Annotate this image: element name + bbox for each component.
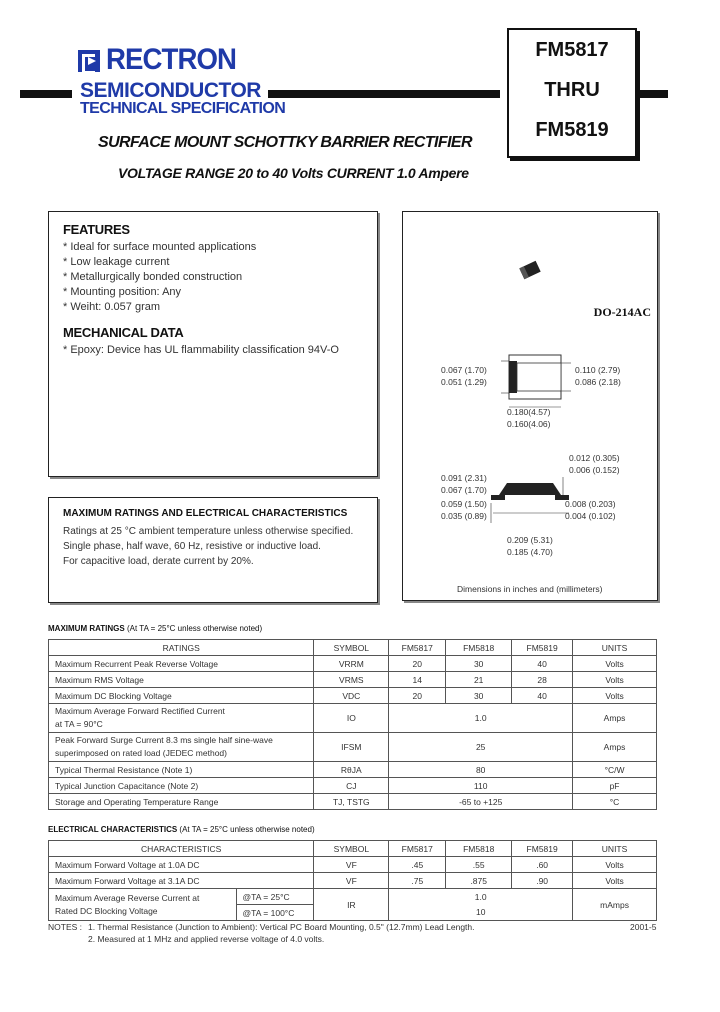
dim-label: 0.006 (0.152)	[569, 465, 620, 475]
brand-line1: SEMICONDUCTOR	[80, 79, 261, 102]
table-cell: Maximum Forward Voltage at 1.0A DC	[49, 857, 314, 873]
table-row	[49, 688, 657, 704]
table-cell: Volts	[573, 857, 657, 873]
cell-line: superimposed on rated load (JEDEC method)	[55, 748, 227, 758]
table-cell: Typical Junction Capacitance (Note 2)	[49, 778, 314, 794]
table-cell: VDC	[314, 688, 389, 704]
max-ratings-label: MAXIMUM RATINGS	[48, 624, 125, 633]
table-header: RATINGS	[49, 640, 314, 656]
table-cell	[49, 889, 237, 921]
dim-label: 0.051 (1.29)	[441, 377, 487, 387]
ratings-intro-heading: MAXIMUM RATINGS AND ELECTRICAL CHARACTERISTICS	[63, 508, 348, 519]
ratings-intro-line: Single phase, half wave, 60 Hz, resistive or inductive load.	[63, 541, 321, 552]
table-header: FM5817	[389, 640, 446, 656]
table-cell: 1.0	[389, 889, 573, 905]
table-header: FM5817	[389, 841, 446, 857]
dim-label: 0.035 (0.89)	[441, 511, 487, 521]
table-cell: .55	[446, 857, 512, 873]
table-header: FM5818	[446, 841, 512, 857]
table-header-row	[49, 841, 657, 857]
header-rule-right	[640, 90, 668, 98]
table-header: UNITS	[573, 841, 657, 857]
dimension-box	[402, 327, 658, 601]
table-cell: Amps	[573, 733, 657, 762]
dim-label: 0.004 (0.102)	[565, 511, 616, 521]
rectron-logo-icon	[78, 50, 100, 72]
dim-label: 0.209 (5.31)	[507, 535, 553, 545]
table-cell: 14	[389, 672, 446, 688]
features-heading: FEATURES	[63, 222, 130, 237]
table-row	[49, 794, 657, 810]
table-cell: VF	[314, 857, 389, 873]
features-box	[48, 211, 378, 477]
table-cell: pF	[573, 778, 657, 794]
max-ratings-condition: (At TA = 25°C unless otherwise noted)	[126, 624, 263, 633]
feature-item: * Weiht: 0.057 gram	[63, 301, 161, 313]
table-header: CHARACTERISTICS	[49, 841, 314, 857]
table-row	[49, 733, 657, 762]
dim-label: 0.110 (2.79)	[575, 365, 621, 375]
table-cell: Maximum RMS Voltage	[49, 672, 314, 688]
feature-item: * Mounting position: Any	[63, 286, 182, 298]
dim-label: 0.160(4.06)	[507, 419, 551, 429]
table-cell: 21	[446, 672, 512, 688]
table-header: FM5819	[512, 640, 573, 656]
elec-label: ELECTRICAL CHARACTERISTICS	[48, 825, 178, 834]
table-row	[49, 762, 657, 778]
table-cell: mAmps	[573, 889, 657, 921]
table-cell: IR	[314, 889, 389, 921]
table-cell: -65 to +125	[389, 794, 573, 810]
dim-label: 0.086 (2.18)	[575, 377, 621, 387]
package-label: DO-214AC	[593, 305, 651, 319]
table-cell: .90	[512, 873, 573, 889]
table-row	[49, 672, 657, 688]
cell-line: at TA = 90°C	[55, 719, 103, 729]
dim-label: 0.180(4.57)	[507, 407, 551, 417]
ratings-intro-line: For capacitive load, derate current by 20%.	[63, 556, 254, 567]
header-rule-middle	[268, 90, 500, 98]
table-cell: 1.0	[389, 704, 573, 733]
table-header: UNITS	[573, 640, 657, 656]
table-header-row	[49, 640, 657, 656]
table-cell	[49, 733, 314, 762]
table-cell: .60	[512, 857, 573, 873]
table-cell: 40	[512, 688, 573, 704]
table-cell: 25	[389, 733, 573, 762]
table-cell: IO	[314, 704, 389, 733]
max-ratings-table	[48, 639, 657, 810]
dim-label: 0.091 (2.31)	[441, 473, 487, 483]
table-cell: @TA = 25°C	[236, 889, 314, 905]
table-cell: 30	[446, 688, 512, 704]
dim-label: 0.185 (4.70)	[507, 547, 553, 557]
table-cell: 10	[389, 905, 573, 921]
elec-table	[48, 840, 657, 921]
document-code: 2001-5	[630, 922, 657, 932]
table-cell: Maximum Forward Voltage at 3.1A DC	[49, 873, 314, 889]
table-header: SYMBOL	[314, 841, 389, 857]
elec-condition: (At TA = 25°C unless otherwise noted)	[179, 825, 315, 834]
table-cell: RθJA	[314, 762, 389, 778]
max-ratings-title	[48, 624, 262, 633]
part-thru: THRU	[544, 79, 600, 101]
table-cell: Storage and Operating Temperature Range	[49, 794, 314, 810]
table-cell: 28	[512, 672, 573, 688]
table-row	[49, 889, 657, 905]
table-cell: °C/W	[573, 762, 657, 778]
dim-label: 0.059 (1.50)	[441, 499, 487, 509]
notes-label: NOTES :	[48, 922, 83, 932]
document-title: SURFACE MOUNT SCHOTTKY BARRIER RECTIFIER	[98, 134, 472, 151]
table-cell: .75	[389, 873, 446, 889]
table-row	[49, 873, 657, 889]
table-cell: 20	[389, 688, 446, 704]
package-box	[402, 211, 658, 329]
ratings-intro-line: Ratings at 25 °C ambient temperature unless otherwise specified.	[63, 526, 354, 537]
brand-line2: TECHNICAL SPECIFICATION	[80, 100, 286, 117]
table-cell: CJ	[314, 778, 389, 794]
dim-label: 0.067 (1.70)	[441, 485, 487, 495]
dim-label: 0.067 (1.70)	[441, 365, 487, 375]
table-row	[49, 656, 657, 672]
table-cell: Maximum Recurrent Peak Reverse Voltage	[49, 656, 314, 672]
table-header: FM5819	[512, 841, 573, 857]
table-cell: VRRM	[314, 656, 389, 672]
cell-line: Maximum Average Reverse Current at	[55, 892, 200, 903]
dimension-note: Dimensions in inches and (millimeters)	[457, 584, 603, 594]
feature-item: * Low leakage current	[63, 256, 170, 268]
table-cell: VRMS	[314, 672, 389, 688]
table-cell: @TA = 100°C	[236, 905, 314, 921]
table-cell: VF	[314, 873, 389, 889]
note-2: 2. Measured at 1 MHz and applied reverse voltage of 4.0 volts.	[88, 934, 325, 944]
table-cell: IFSM	[314, 733, 389, 762]
table-row	[49, 704, 657, 733]
table-header: FM5818	[446, 640, 512, 656]
part-last: FM5819	[535, 119, 609, 141]
table-cell: Volts	[573, 873, 657, 889]
note-1: 1. Thermal Resistance (Junction to Ambient): Vertical PC Board Mounting, 0.5" (12.7mm) Lead Length.	[88, 922, 475, 932]
part-number-box	[507, 28, 637, 158]
part-first: FM5817	[535, 39, 609, 61]
table-cell: .875	[446, 873, 512, 889]
table-cell: 20	[389, 656, 446, 672]
table-cell: 80	[389, 762, 573, 778]
cell-line: Peak Forward Surge Current 8.3 ms single half sine-wave	[55, 735, 273, 745]
elec-title	[48, 825, 315, 834]
ratings-intro-box	[48, 497, 378, 603]
brand-name: RECTRON	[106, 43, 237, 76]
table-cell: Amps	[573, 704, 657, 733]
table-cell: 40	[512, 656, 573, 672]
mechanical-heading: MECHANICAL DATA	[63, 325, 184, 340]
feature-item: * Ideal for surface mounted applications	[63, 241, 257, 253]
table-header: SYMBOL	[314, 640, 389, 656]
dim-label: 0.008 (0.203)	[565, 499, 616, 509]
table-cell: °C	[573, 794, 657, 810]
table-cell: Volts	[573, 656, 657, 672]
feature-item: * Metallurgically bonded construction	[63, 271, 243, 283]
table-cell: Volts	[573, 688, 657, 704]
table-cell: 30	[446, 656, 512, 672]
cell-line: Rated DC Blocking Voltage	[55, 905, 158, 916]
table-cell	[49, 704, 314, 733]
table-row	[49, 857, 657, 873]
dim-label: 0.012 (0.305)	[569, 453, 620, 463]
document-subtitle: VOLTAGE RANGE 20 to 40 Volts CURRENT 1.0 Ampere	[118, 165, 469, 181]
table-cell: Volts	[573, 672, 657, 688]
table-cell: Maximum DC Blocking Voltage	[49, 688, 314, 704]
cell-line: Maximum Average Forward Rectified Current	[55, 706, 225, 716]
table-cell: TJ, TSTG	[314, 794, 389, 810]
table-cell: Typical Thermal Resistance (Note 1)	[49, 762, 314, 778]
mechanical-item: * Epoxy: Device has UL flammability classification 94V-O	[63, 344, 339, 356]
header-rule-left	[20, 90, 72, 98]
table-row	[49, 778, 657, 794]
table-cell: .45	[389, 857, 446, 873]
table-cell: 110	[389, 778, 573, 794]
